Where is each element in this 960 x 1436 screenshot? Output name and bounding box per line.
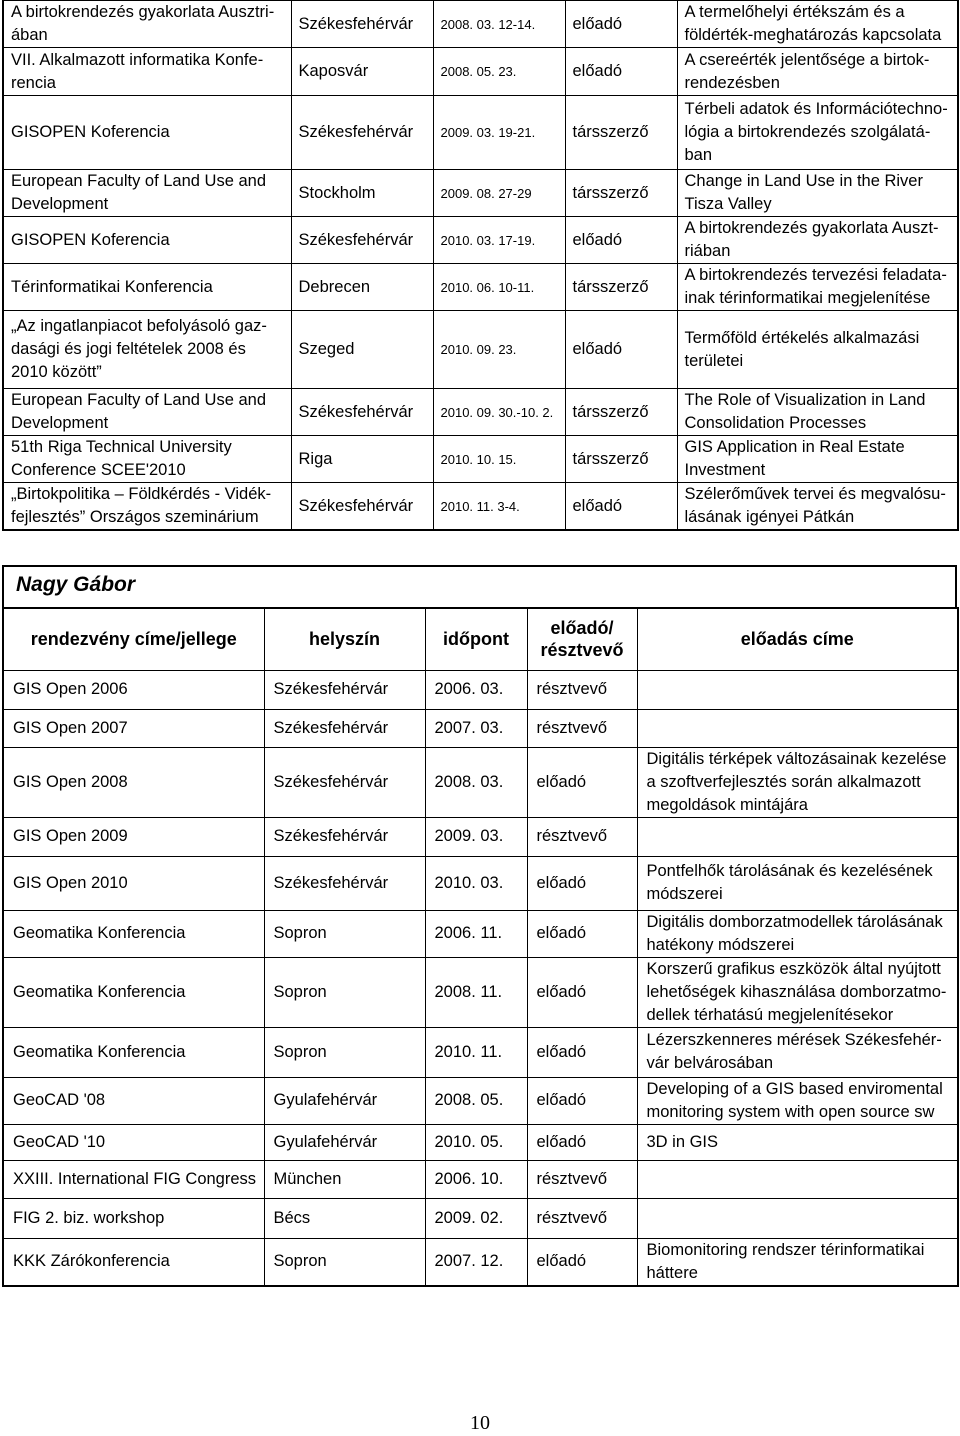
table-row: [3, 957, 958, 1027]
event-title: A birtokrendezés gyakorlata Ausztri-ában: [3, 0, 291, 48]
table-row: [3, 856, 958, 910]
event-date: 2008. 11.: [425, 957, 527, 1027]
event-title: XXIII. International FIG Congress: [3, 1160, 264, 1198]
event-date: 2010. 05.: [425, 1124, 527, 1160]
event-place: Székesfehérvár: [291, 217, 433, 264]
lecture-title: Térbeli adatok és Információtechno-lógia a birtokrendezés szolgálatá-ban: [677, 96, 958, 170]
table-row: [3, 709, 958, 747]
event-place: Székesfehérvár: [291, 389, 433, 436]
event-title: Geomatika Konferencia: [3, 1027, 264, 1077]
event-title: 51th Riga Technical University Conference SCEE'2010: [3, 436, 291, 483]
participation-role: előadó: [527, 856, 637, 910]
conference-table-nagy-gabor: [2, 607, 959, 1287]
lecture-title: [637, 817, 958, 856]
header-event: rendezvény címe/jellege: [3, 608, 264, 670]
participation-role: előadó: [565, 311, 677, 389]
lecture-title: [637, 709, 958, 747]
participation-role: előadó: [565, 48, 677, 96]
event-title: GIS Open 2008: [3, 747, 264, 817]
table-row: [3, 389, 958, 436]
event-place: Sopron: [264, 1027, 425, 1077]
event-place: Riga: [291, 436, 433, 483]
event-place: Székesfehérvár: [264, 709, 425, 747]
table-row: [3, 311, 958, 389]
event-date: 2008. 05. 23.: [433, 48, 565, 96]
lecture-title: [637, 1198, 958, 1238]
event-place: Székesfehérvár: [291, 483, 433, 531]
event-date: 2010. 03.: [425, 856, 527, 910]
participation-role: társszerző: [565, 170, 677, 217]
lecture-title: Change in Land Use in the River Tisza Valley: [677, 170, 958, 217]
table-row: [3, 747, 958, 817]
lecture-title: Developing of a GIS based enviromental monitoring system with open source sw: [637, 1077, 958, 1124]
participation-role: előadó: [527, 1124, 637, 1160]
event-title: Geomatika Konferencia: [3, 957, 264, 1027]
event-title: GeoCAD '10: [3, 1124, 264, 1160]
event-date: 2009. 02.: [425, 1198, 527, 1238]
table-row: [3, 170, 958, 217]
lecture-title: [637, 1160, 958, 1198]
event-place: Sopron: [264, 957, 425, 1027]
event-date: 2006. 10.: [425, 1160, 527, 1198]
person-name: Nagy Gábor: [16, 573, 136, 596]
event-place: Bécs: [264, 1198, 425, 1238]
table-row: [3, 670, 958, 709]
event-date: 2007. 12.: [425, 1238, 527, 1286]
participation-role: társszerző: [565, 96, 677, 170]
event-date: 2008. 03. 12-14.: [433, 0, 565, 48]
participation-role: résztvevő: [527, 817, 637, 856]
event-place: Kaposvár: [291, 48, 433, 96]
lecture-title: Termőföld értékelés alkalmazási területei: [677, 311, 958, 389]
event-date: 2010. 11. 3-4.: [433, 483, 565, 531]
lecture-title: [637, 670, 958, 709]
event-date: 2007. 03.: [425, 709, 527, 747]
lecture-title: A birtokrendezés gyakorlata Auszt-riában: [677, 217, 958, 264]
header-lecture: előadás címe: [637, 608, 958, 670]
table-row: [3, 0, 958, 48]
lecture-title: A csereérték jelentősége a birtok-rendezésben: [677, 48, 958, 96]
event-title: VII. Alkalmazott informatika Konfe-rencia: [3, 48, 291, 96]
table-row: [3, 1027, 958, 1077]
event-place: Székesfehérvár: [264, 670, 425, 709]
table-row: [3, 1160, 958, 1198]
participation-role: előadó: [565, 217, 677, 264]
event-date: 2010. 10. 15.: [433, 436, 565, 483]
table-row: [3, 96, 958, 170]
event-place: Székesfehérvár: [291, 0, 433, 48]
table-row: [3, 436, 958, 483]
participation-role: előadó: [527, 1077, 637, 1124]
page-number: 10: [470, 1412, 490, 1434]
participation-role: társszerző: [565, 264, 677, 311]
participation-role: előadó: [565, 0, 677, 48]
lecture-title: The Role of Visualization in Land Consolidation Processes: [677, 389, 958, 436]
event-place: Székesfehérvár: [264, 856, 425, 910]
event-place: Szeged: [291, 311, 433, 389]
event-title: GIS Open 2010: [3, 856, 264, 910]
event-date: 2009. 03. 19-21.: [433, 96, 565, 170]
table-row: [3, 1238, 958, 1286]
event-place: Gyulafehérvár: [264, 1124, 425, 1160]
table-row: [3, 1198, 958, 1238]
header-date: időpont: [425, 608, 527, 670]
event-date: 2006. 03.: [425, 670, 527, 709]
event-title: GISOPEN Koferencia: [3, 217, 291, 264]
participation-role: előadó: [527, 1027, 637, 1077]
participation-role: előadó: [527, 957, 637, 1027]
lecture-title: Szélerőművek tervei és megvalósu-lásának igényei Pátkán: [677, 483, 958, 531]
event-title: GISOPEN Koferencia: [3, 96, 291, 170]
event-title: European Faculty of Land Use and Development: [3, 170, 291, 217]
participation-role: előadó: [527, 747, 637, 817]
table-row: [3, 910, 958, 957]
event-place: Stockholm: [291, 170, 433, 217]
event-place: Székesfehérvár: [291, 96, 433, 170]
event-date: 2010. 11.: [425, 1027, 527, 1077]
lecture-title: Biomonitoring rendszer térinformatikai háttere: [637, 1238, 958, 1286]
event-date: 2010. 06. 10-11.: [433, 264, 565, 311]
participation-role: előadó: [527, 910, 637, 957]
event-date: 2008. 05.: [425, 1077, 527, 1124]
event-title: KKK Zárókonferencia: [3, 1238, 264, 1286]
participation-role: előadó: [565, 483, 677, 531]
lecture-title: Pontfelhők tárolásának és kezelésének módszerei: [637, 856, 958, 910]
lecture-title: Lézerszkenneres mérések Székesfehér-vár belvárosában: [637, 1027, 958, 1077]
lecture-title: GIS Application in Real Estate Investment: [677, 436, 958, 483]
event-title: FIG 2. biz. workshop: [3, 1198, 264, 1238]
table-row: [3, 48, 958, 96]
event-place: Székesfehérvár: [264, 747, 425, 817]
event-date: 2006. 11.: [425, 910, 527, 957]
table-row: [3, 817, 958, 856]
participation-role: résztvevő: [527, 1198, 637, 1238]
event-title: „Birtokpolitika – Földkérdés - Vidék-fejlesztés” Országos szeminárium: [3, 483, 291, 531]
lecture-title: A termelőhelyi értékszám és a földérték-meghatározás kapcsolata: [677, 0, 958, 48]
table-row: [3, 483, 958, 531]
event-date: 2009. 08. 27-29: [433, 170, 565, 217]
lecture-title: Digitális domborzatmodellek tárolásának hatékony módszerei: [637, 910, 958, 957]
event-title: GIS Open 2009: [3, 817, 264, 856]
participation-role: előadó: [527, 1238, 637, 1286]
participation-role: társszerző: [565, 389, 677, 436]
table-row: [3, 217, 958, 264]
person-heading: [2, 565, 957, 607]
event-place: München: [264, 1160, 425, 1198]
header-role: előadó/ résztvevő: [527, 608, 637, 670]
header-row: [3, 608, 958, 670]
lecture-title: Digitális térképek változásainak kezelése a szoftverfejlesztés során alkalmazott megoldások mintájára: [637, 747, 958, 817]
lecture-title: Korszerű grafikus eszközök által nyújtott lehetőségek kihasználása domborzatmo-dellek térhatású megjelenítésekor: [637, 957, 958, 1027]
participation-role: résztvevő: [527, 709, 637, 747]
participation-role: résztvevő: [527, 670, 637, 709]
event-date: 2009. 03.: [425, 817, 527, 856]
conference-table-top: [2, 0, 959, 531]
event-date: 2010. 09. 23.: [433, 311, 565, 389]
event-place: Székesfehérvár: [264, 817, 425, 856]
lecture-title: 3D in GIS: [637, 1124, 958, 1160]
table-row: [3, 1124, 958, 1160]
event-place: Sopron: [264, 1238, 425, 1286]
event-title: „Az ingatlanpiacot befolyásoló gaz-dasági és jogi feltételek 2008 és 2010 között”: [3, 311, 291, 389]
lecture-title: A birtokrendezés tervezési feladata-inak térinformatikai megjelenítése: [677, 264, 958, 311]
event-title: GeoCAD '08: [3, 1077, 264, 1124]
table-row: [3, 264, 958, 311]
event-date: 2008. 03.: [425, 747, 527, 817]
participation-role: résztvevő: [527, 1160, 637, 1198]
event-title: Térinformatikai Konferencia: [3, 264, 291, 311]
participation-role: társszerző: [565, 436, 677, 483]
event-place: Sopron: [264, 910, 425, 957]
header-place: helyszín: [264, 608, 425, 670]
event-place: Gyulafehérvár: [264, 1077, 425, 1124]
event-date: 2010. 03. 17-19.: [433, 217, 565, 264]
event-title: European Faculty of Land Use and Development: [3, 389, 291, 436]
event-title: Geomatika Konferencia: [3, 910, 264, 957]
event-title: GIS Open 2007: [3, 709, 264, 747]
table-row: [3, 1077, 958, 1124]
event-date: 2010. 09. 30.-10. 2.: [433, 389, 565, 436]
event-title: GIS Open 2006: [3, 670, 264, 709]
event-place: Debrecen: [291, 264, 433, 311]
